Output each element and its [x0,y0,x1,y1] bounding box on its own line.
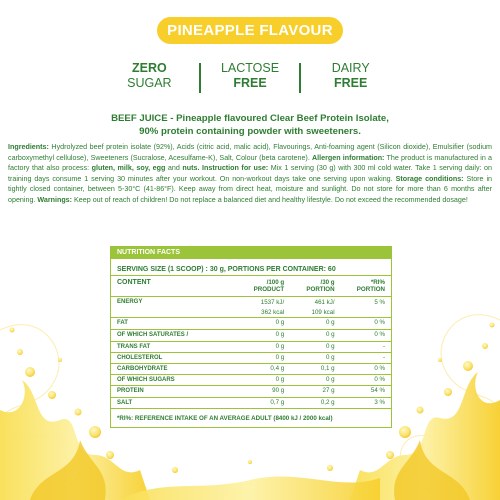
instruction-label: Instruction for use: [199,164,269,173]
row-per100: 0 g [229,330,291,341]
ingredients-label: Ingredients: [8,143,49,151]
nutrition-facts-table [110,246,392,428]
instruction-text: Mix 1 serving (30 g) with 300 ml cold water. Take 1 serving daily: on training days consume 1 serving 30 minutes after your workout. On non-workout days take one serving upon waking. [8,164,492,183]
row-ri: - [341,352,391,363]
table-row [111,352,391,363]
per100-header-line2: PRODUCT [253,286,285,294]
product-claims [100,61,400,95]
per100-header-line1: /100 g [266,279,285,286]
table-row [111,364,391,375]
row-ri: 54 % [341,386,391,397]
allergen-label: Allergen information: [312,153,385,162]
row-per30: 0,1 g [290,364,340,375]
storage-label: Storage conditions: [395,174,464,183]
allergen-last: nuts. [182,164,200,173]
content-header: CONTENT [117,279,151,286]
row-per100: 0 g [229,352,291,363]
flavour-badge: PINEAPPLE FLAVOUR [157,17,343,44]
product-title-line-1: BEEF JUICE - Pineapple flavoured Clear Beef Protein Isolate, [111,113,389,124]
row-label: ENERGY [111,297,229,318]
row-label: CHOLESTEROL [111,352,229,363]
per30-header-line2: PORTION [306,286,335,294]
serving-size: SERVING SIZE (1 SCOOP) : 30 g, PORTIONS PER CONTAINER: 60 [111,259,391,276]
row-per30: 0 g [290,375,340,386]
ingredients-text [8,142,492,206]
per100-header [229,276,291,297]
energy-per30 [290,297,340,318]
row-per30: 0 g [290,318,340,330]
energy-ri: 5 % [341,297,391,318]
claim-top: LACTOSE [220,61,280,75]
row-ri: 0 % [341,318,391,330]
warnings-text: Keep out of reach of children! Do not replace a balanced diet and healthy lifestyle. Do not exceed the recommended dosage! [72,195,468,204]
claim-dairy-free [301,61,400,95]
row-label: FAT [111,318,229,330]
reference-intake-footnote: *RI%: REFERENCE INTAKE OF AN AVERAGE ADULT (8400 kJ / 2000 kcal) [111,408,391,427]
row-per100: 90 g [229,386,291,397]
ri-header [341,276,391,297]
row-per30: 0 g [290,330,340,341]
per30-header-line1: /30 g [320,279,335,286]
table-row [111,397,391,408]
table-row-energy [111,297,391,318]
claim-bottom: FREE [334,76,368,90]
allergen-list: gluten, milk, soy, egg [91,164,166,173]
claim-lactose-free [201,61,300,95]
warnings-label: Warnings: [37,195,73,204]
allergen-and: and [165,164,183,173]
table-row [111,330,391,341]
row-per30: 0 g [290,341,340,352]
row-label: SALT [111,397,229,408]
claim-zero-sugar [100,61,199,95]
row-per100: 0,7 g [229,397,291,408]
ingredients-list: Hydrolyzed beef protein isolate (92%), Acids (citric acid, malic acid), Flavourings, Anti-foaming agent (Silicon dioxide), Emulsifier (sodium carboxymethyl cellulose), Sweeteners (Sucralose, Acesulfame-K), Salt, Colour (beta carotene). [8,143,492,162]
claim-bottom: FREE [233,76,267,90]
nutrition-title: NUTRITION FACTS [111,247,391,259]
row-label: TRANS FAT [111,341,229,352]
row-label: OF WHICH SATURATES / [111,330,229,341]
table-row [111,375,391,386]
storage-text: Store in tightly closed container, between 5-30°C (41-86°F). Keep away from direct heat, moisture and sunlight. Do not store for more than 6 months after opening. [8,174,493,204]
row-per100: 0 g [229,318,291,330]
row-per100: 0 g [229,341,291,352]
row-label: OF WHICH SUGARS [111,375,229,386]
bottom-wave [120,477,380,500]
energy-per30-kj: 461 kJ/ [314,299,335,307]
per30-header [290,276,340,297]
row-ri: 0 % [341,330,391,341]
energy-per100-kcal: 362 kcal [261,308,285,316]
claim-bottom: SUGAR [127,76,172,90]
row-label: PROTEIN [111,386,229,397]
row-per30: 0 g [290,352,340,363]
row-per30: 27 g [290,386,340,397]
product-title [40,112,460,138]
energy-per30-kcal: 109 kcal [311,308,335,316]
row-ri: 0 % [341,364,391,375]
nutrition-table [111,276,391,408]
row-per100: 0 g [229,375,291,386]
product-title-line-2: 90% protein containing powder with sweeteners. [139,126,361,137]
table-row [111,318,391,330]
row-per30: 0,2 g [290,397,340,408]
energy-per100-kj: 1537 kJ/ [260,299,285,307]
row-ri: 0 % [341,375,391,386]
claim-top: DAIRY [331,61,370,75]
nutrition-column-header [111,276,391,297]
ri-header-line1: *RI% [370,279,385,286]
table-row [111,341,391,352]
row-ri: 3 % [341,397,391,408]
claim-top: ZERO [131,61,167,75]
table-row [111,386,391,397]
row-per100: 0,4 g [229,364,291,375]
row-label: CARBOHYDRATE [111,364,229,375]
allergen-text: The product is manufactured in a factory that also process: [8,153,493,173]
row-ri: - [341,341,391,352]
energy-per100 [229,297,291,318]
ri-header-line2: PORTION [356,286,385,294]
